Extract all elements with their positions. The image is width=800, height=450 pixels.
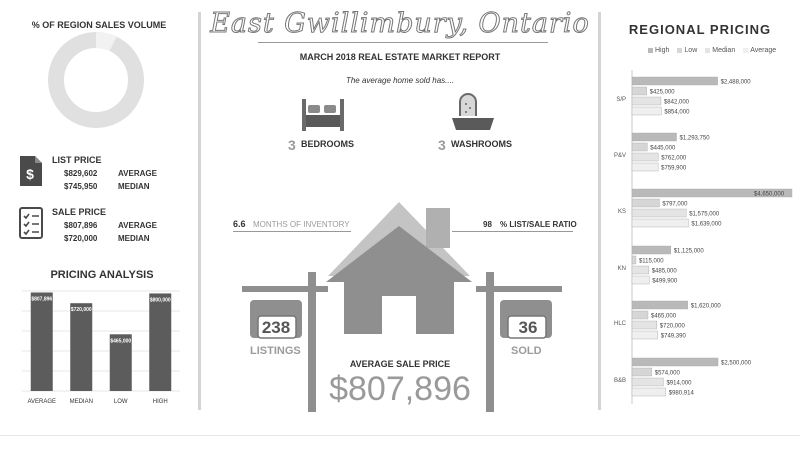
- regional-bar: [632, 77, 718, 85]
- report-subtitle: MARCH 2018 REAL ESTATE MARKET REPORT: [299, 52, 501, 62]
- regional-pricing-chart: [606, 70, 796, 410]
- regional-bar: [632, 219, 688, 227]
- pricing-category-label: LOW: [113, 399, 128, 405]
- regional-bar-label: $1,125,000: [673, 248, 704, 255]
- regional-bar: [632, 321, 657, 329]
- regional-bar: [632, 163, 658, 171]
- right-divider: [598, 12, 601, 410]
- legend-item-high: [648, 47, 669, 54]
- sale-price-average-value: $807,896: [64, 221, 98, 230]
- legend-swatch-median: [705, 48, 710, 53]
- regional-category-label: S/P: [616, 97, 626, 103]
- donut-share-arc: [96, 40, 113, 44]
- months-of-inventory-label: MONTHS OF INVENTORY: [253, 220, 350, 229]
- regional-bar: [632, 256, 636, 264]
- title-underline: [258, 42, 548, 43]
- pricing-analysis-title: PRICING ANALYSIS: [50, 269, 154, 281]
- regional-bar: [632, 266, 649, 274]
- sold-count: 36: [518, 318, 538, 337]
- legend-swatch-low: [677, 48, 682, 53]
- regional-bar: [632, 246, 671, 254]
- regional-bar-label: $425,000: [649, 89, 675, 96]
- regional-bar-label: $574,000: [654, 370, 680, 377]
- svg-text:$: $: [26, 166, 34, 182]
- list-sale-ratio-label: % LIST/SALE RATIO: [500, 220, 577, 229]
- sold-label: SOLD: [511, 345, 542, 357]
- pricing-category-label: AVERAGE: [27, 399, 57, 405]
- regional-bar: [632, 311, 648, 319]
- sale-price-median-label: MEDIAN: [118, 234, 150, 243]
- bottom-divider: [0, 435, 800, 436]
- list-price-median-value: $745,950: [64, 182, 98, 191]
- regional-bar-label: $1,575,000: [689, 211, 720, 218]
- regional-bar-label: $1,620,000: [690, 303, 721, 310]
- regional-bar-label: $720,000: [659, 323, 685, 330]
- regional-bar: [632, 358, 718, 366]
- regional-bar-label: $797,000: [662, 201, 688, 208]
- regional-bar: [632, 87, 647, 95]
- legend-item-average: [743, 47, 776, 54]
- regional-bar-label: $4,650,000: [754, 191, 785, 198]
- pricing-category-label: HIGH: [152, 399, 168, 405]
- list-sale-ratio-value: 98: [483, 220, 492, 229]
- regional-bar: [632, 378, 663, 386]
- regional-bar: [632, 133, 677, 141]
- pricing-bar-label: $807,896: [31, 296, 53, 303]
- regional-bar-label: $445,000: [650, 145, 676, 152]
- sale-price-label: SALE PRICE: [52, 207, 107, 217]
- bedrooms-count: 3: [288, 137, 296, 153]
- regional-bar-label: $759,900: [661, 165, 687, 172]
- regional-bar-label: $749,390: [660, 333, 686, 340]
- regional-bar-label: $1,639,000: [691, 221, 722, 228]
- donut-title: % OF REGION SALES VOLUME: [31, 20, 167, 30]
- legend-label-average: Average: [750, 47, 777, 54]
- bedrooms-label: BEDROOMS: [301, 139, 355, 149]
- regional-bar: [632, 153, 658, 161]
- listings-label: LISTINGS: [250, 345, 301, 357]
- regional-bar: [632, 368, 652, 376]
- sales-volume-donut: [46, 30, 146, 130]
- regional-bar-label: $980,914: [668, 390, 694, 397]
- legend-swatch-average: [743, 48, 748, 53]
- regional-bar: [632, 107, 661, 115]
- pricing-bar: [31, 292, 53, 391]
- checklist-icon: [18, 206, 44, 240]
- house-icon: [326, 200, 472, 336]
- regional-category-label: B&B: [613, 378, 626, 384]
- listings-count: 238: [261, 318, 291, 337]
- pricing-bar-label: $800,000: [149, 297, 171, 304]
- legend-swatch-high: [648, 48, 653, 53]
- left-divider: [198, 12, 201, 410]
- bed-icon: [300, 97, 346, 133]
- list-price-average-label: AVERAGE: [118, 169, 157, 178]
- legend-label-median: Median: [712, 47, 736, 54]
- regional-category-label: KN: [617, 266, 626, 272]
- regional-pricing-title: REGIONAL PRICING: [628, 22, 772, 37]
- regional-bar-label: $2,500,000: [721, 360, 752, 367]
- tagline: The average home sold has....: [345, 76, 455, 85]
- regional-bar-label: $115,000: [638, 258, 664, 265]
- list-price-label: LIST PRICE: [52, 155, 102, 165]
- regional-bar: [632, 276, 649, 284]
- regional-bar-label: $2,488,000: [720, 79, 751, 86]
- regional-bar-label: $762,000: [661, 155, 687, 162]
- regional-bar-label: $499,900: [652, 278, 678, 285]
- regional-bar: [632, 388, 666, 396]
- legend-label-low: Low: [684, 47, 698, 54]
- price-tag-document-icon: [18, 154, 44, 188]
- washrooms-count: 3: [438, 137, 446, 153]
- average-sale-price-label: AVERAGE SALE PRICE: [349, 359, 451, 369]
- pricing-bar: [70, 303, 92, 391]
- regional-bar-label: $465,000: [651, 313, 677, 320]
- washrooms-label: WASHROOMS: [451, 139, 513, 149]
- donut-track: [56, 40, 136, 120]
- regional-bar: [632, 209, 686, 217]
- pricing-bar-label: $465,000: [110, 338, 132, 345]
- regional-bar: [632, 301, 688, 309]
- regional-bar-label: $914,000: [666, 380, 692, 387]
- average-sale-price-value: $807,896: [329, 370, 471, 408]
- regional-bar: [632, 331, 658, 339]
- regional-bar-label: $485,000: [651, 268, 677, 275]
- sale-price-average-label: AVERAGE: [118, 221, 157, 230]
- legend-item-median: [705, 47, 735, 54]
- regional-bar-label: $854,000: [664, 109, 690, 116]
- bathtub-icon: [450, 92, 496, 134]
- pricing-analysis-chart: [20, 285, 186, 410]
- regional-bar-label: $1,293,750: [679, 135, 710, 142]
- pricing-bar-label: $720,000: [70, 307, 92, 314]
- regional-category-label: KS: [617, 209, 626, 215]
- regional-bar-label: $842,000: [663, 99, 690, 106]
- months-of-inventory-value: 6.6: [233, 219, 246, 229]
- regional-bar: [632, 97, 661, 105]
- list-price-median-label: MEDIAN: [118, 182, 150, 191]
- pricing-bar: [149, 293, 171, 391]
- regional-bar: [632, 143, 647, 151]
- legend-label-high: High: [655, 47, 670, 54]
- regional-legend: [648, 47, 776, 54]
- report-title: East Gwillimbury, Ontario: [210, 8, 590, 39]
- pricing-category-label: MEDIAN: [69, 399, 93, 405]
- legend-item-low: [677, 47, 697, 54]
- sale-price-median-value: $720,000: [64, 234, 98, 243]
- regional-category-label: HLC: [613, 321, 626, 327]
- regional-category-label: P&V: [613, 153, 626, 159]
- regional-bar: [632, 199, 659, 207]
- list-price-average-value: $829,602: [64, 169, 98, 178]
